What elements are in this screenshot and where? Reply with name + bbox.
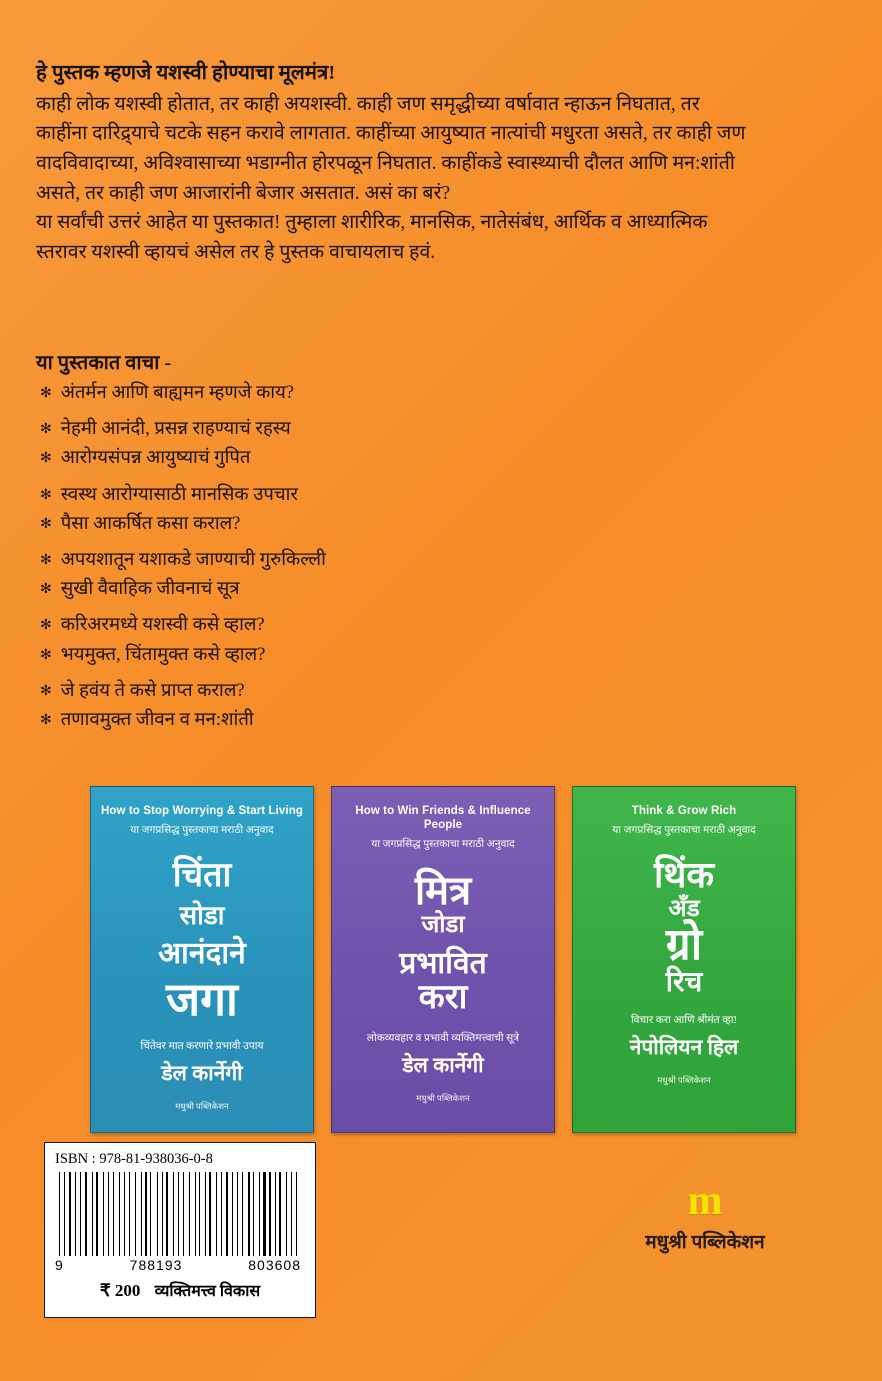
publisher-logo-icon: m bbox=[687, 1178, 723, 1224]
price-label: ₹ 200 bbox=[99, 1281, 141, 1300]
related-books-row bbox=[90, 786, 796, 1133]
book-author: डेल कार्नेगी bbox=[402, 1052, 484, 1077]
list-item bbox=[40, 513, 660, 535]
star-icon: ✻ bbox=[40, 451, 52, 467]
contents-list-title: या पुस्तकात वाचा - bbox=[36, 352, 172, 374]
book-english-title: How to Stop Worrying & Start Living bbox=[101, 805, 303, 817]
list-item bbox=[40, 614, 660, 636]
list-item bbox=[40, 447, 660, 469]
star-icon: ✻ bbox=[40, 386, 52, 401]
book-title-line-1: थिंक bbox=[654, 854, 714, 895]
book-author: डेल कार्नेगी bbox=[161, 1060, 243, 1085]
list-item-label: सुखी वैवाहिक जीवनाचं सूत्र bbox=[60, 579, 240, 600]
list-item-label: भयमुक्त, चिंतामुक्त कसे व्हाल? bbox=[60, 644, 266, 665]
star-icon: ✻ bbox=[40, 618, 52, 634]
isbn-barcode-block bbox=[44, 1142, 316, 1318]
blurb-headline: हे पुस्तक म्हणजे यशस्वी होण्याचा मूलमंत्र! bbox=[36, 62, 336, 84]
book-cover-think-and-grow-rich bbox=[572, 786, 796, 1133]
star-icon: ✻ bbox=[40, 422, 52, 438]
book-publisher: मधुश्री पब्लिकेशन bbox=[657, 1074, 711, 1085]
book-title-line-1: चिंता bbox=[172, 856, 232, 894]
blurb-section bbox=[36, 60, 748, 267]
list-item bbox=[40, 549, 660, 571]
barcode-left-digit: 9 bbox=[55, 1257, 64, 1273]
blurb-paragraph-2: या सर्वांची उत्तरं आहेत या पुस्तकात! तुम्हाला शारीरिक, मानसिक, नातेसंबंध, आर्थिक व आध्यात्मिक स्तरावर यशस्वी व्हायचं असेल तर हे पुस्तक वाचायलाच हवं. bbox=[36, 212, 708, 263]
book-title-line-3: प्रभावित bbox=[399, 946, 487, 980]
book-title-line-1: मित्र bbox=[414, 867, 472, 913]
book-author: नेपोलियन हिल bbox=[629, 1034, 739, 1059]
book-subtitle: या जगप्रसिद्ध पुस्तकाचा मराठी अनुवाद bbox=[130, 824, 274, 836]
publisher-block bbox=[560, 1180, 850, 1254]
book-title-line-2: सोडा bbox=[179, 900, 225, 930]
book-publisher: मधुश्री पब्लिकेशन bbox=[416, 1092, 470, 1103]
book-title-line-2: जोडा bbox=[421, 911, 465, 938]
list-item-label: अपयशातून यशाकडे जाण्याची गुरुकिल्ली bbox=[60, 549, 326, 570]
list-item bbox=[40, 709, 660, 731]
book-english-title: Think & Grow Rich bbox=[631, 805, 737, 817]
blurb-body bbox=[36, 90, 748, 268]
list-item-label: करिअरमध्ये यशस्वी कसे व्हाल? bbox=[60, 615, 265, 636]
book-tagline: चिंतेवर मात करणारे प्रभावी उपाय bbox=[140, 1040, 264, 1052]
star-icon: ✻ bbox=[40, 516, 52, 532]
book-publisher: मधुश्री पब्लिकेशन bbox=[175, 1100, 229, 1111]
list-item-label: तणावमुक्त जीवन व मन:शांती bbox=[60, 709, 254, 730]
book-subtitle: या जगप्रसिद्ध पुस्तकाचा मराठी अनुवाद bbox=[612, 824, 756, 836]
star-icon: ✻ bbox=[40, 712, 52, 728]
book-tagline: विचार करा आणि श्रीमंत व्हा! bbox=[630, 1014, 738, 1026]
star-icon: ✻ bbox=[40, 683, 52, 699]
isbn-label: ISBN : 978-81-938036-0-8 bbox=[55, 1151, 213, 1167]
book-title-line-4: करा bbox=[418, 978, 468, 1016]
book-title-line-3: आनंदाने bbox=[158, 936, 246, 970]
list-item-label: अंतर्मन आणि बाह्यमन म्हणजे काय? bbox=[60, 383, 295, 403]
star-icon: ✻ bbox=[40, 647, 52, 663]
barcode-group-1: 788193 bbox=[129, 1257, 183, 1273]
list-item-label: जे हवंय ते कसे प्राप्त कराल? bbox=[60, 680, 245, 701]
list-item-label: नेहमी आनंदी, प्रसन्न राहण्याचं रहस्य bbox=[60, 419, 291, 440]
list-item bbox=[40, 382, 660, 404]
category-label: व्यक्तिमत्त्व विकास bbox=[154, 1283, 261, 1300]
book-tagline: लोकव्यवहार व प्रभावी व्यक्तिमत्त्वाची सूत्रे bbox=[366, 1032, 520, 1044]
star-icon: ✻ bbox=[40, 582, 52, 598]
publisher-name: मधुश्री पब्लिकेशन bbox=[645, 1232, 765, 1253]
star-icon: ✻ bbox=[40, 552, 52, 568]
book-subtitle: या जगप्रसिद्ध पुस्तकाचा मराठी अनुवाद bbox=[371, 838, 515, 850]
list-item bbox=[40, 418, 660, 440]
list-item bbox=[40, 578, 660, 600]
blurb-paragraph-1: काही लोक यशस्वी होतात, तर काही अयशस्वी. काही जण समृद्धीच्या वर्षावात न्हाऊन निघतात, तर काहींना दारिद्र्याचे चटके सहन करावे लागतात. काहींच्या आयुष्यात नात्यांची मधुरता असते, तर काही जण वादविवादाच्या, अविश्वासाच्या भडाग्नीत होरपळून निघतात. काहींकडे स्वास्थ्याची दौलत आणि मन:शांती असते, तर काही जण आजारांनी बेजार असतात. असं का बरं? bbox=[36, 93, 746, 204]
list-item bbox=[40, 644, 660, 666]
list-item-label: पैसा आकर्षित कसा कराल? bbox=[60, 513, 241, 534]
book-title-line-3: ग्रो bbox=[665, 919, 703, 969]
list-item bbox=[40, 680, 660, 702]
list-item bbox=[40, 484, 660, 506]
barcode-image bbox=[59, 1172, 301, 1256]
list-item-label: आरोग्यसंपन्न आयुष्याचं गुपित bbox=[60, 448, 251, 469]
book-cover-chinta-soda-anandane-jaga bbox=[90, 786, 314, 1133]
star-icon: ✻ bbox=[40, 487, 52, 503]
book-english-title: How to Win Friends & Influence People bbox=[355, 805, 531, 831]
book-cover-mitra-joda-prabhavit-kara bbox=[331, 786, 555, 1133]
price-row bbox=[45, 1273, 315, 1301]
barcode-group-2: 803608 bbox=[248, 1257, 301, 1273]
list-item-label: स्वस्थ आरोग्यासाठी मानसिक उपचार bbox=[60, 484, 298, 505]
book-title-line-4: जगा bbox=[166, 973, 238, 1025]
book-title-line-2: अँड bbox=[668, 895, 700, 922]
book-title-line-4: रिच bbox=[665, 966, 703, 998]
barcode-digits bbox=[45, 1256, 315, 1273]
contents-list bbox=[40, 382, 660, 731]
